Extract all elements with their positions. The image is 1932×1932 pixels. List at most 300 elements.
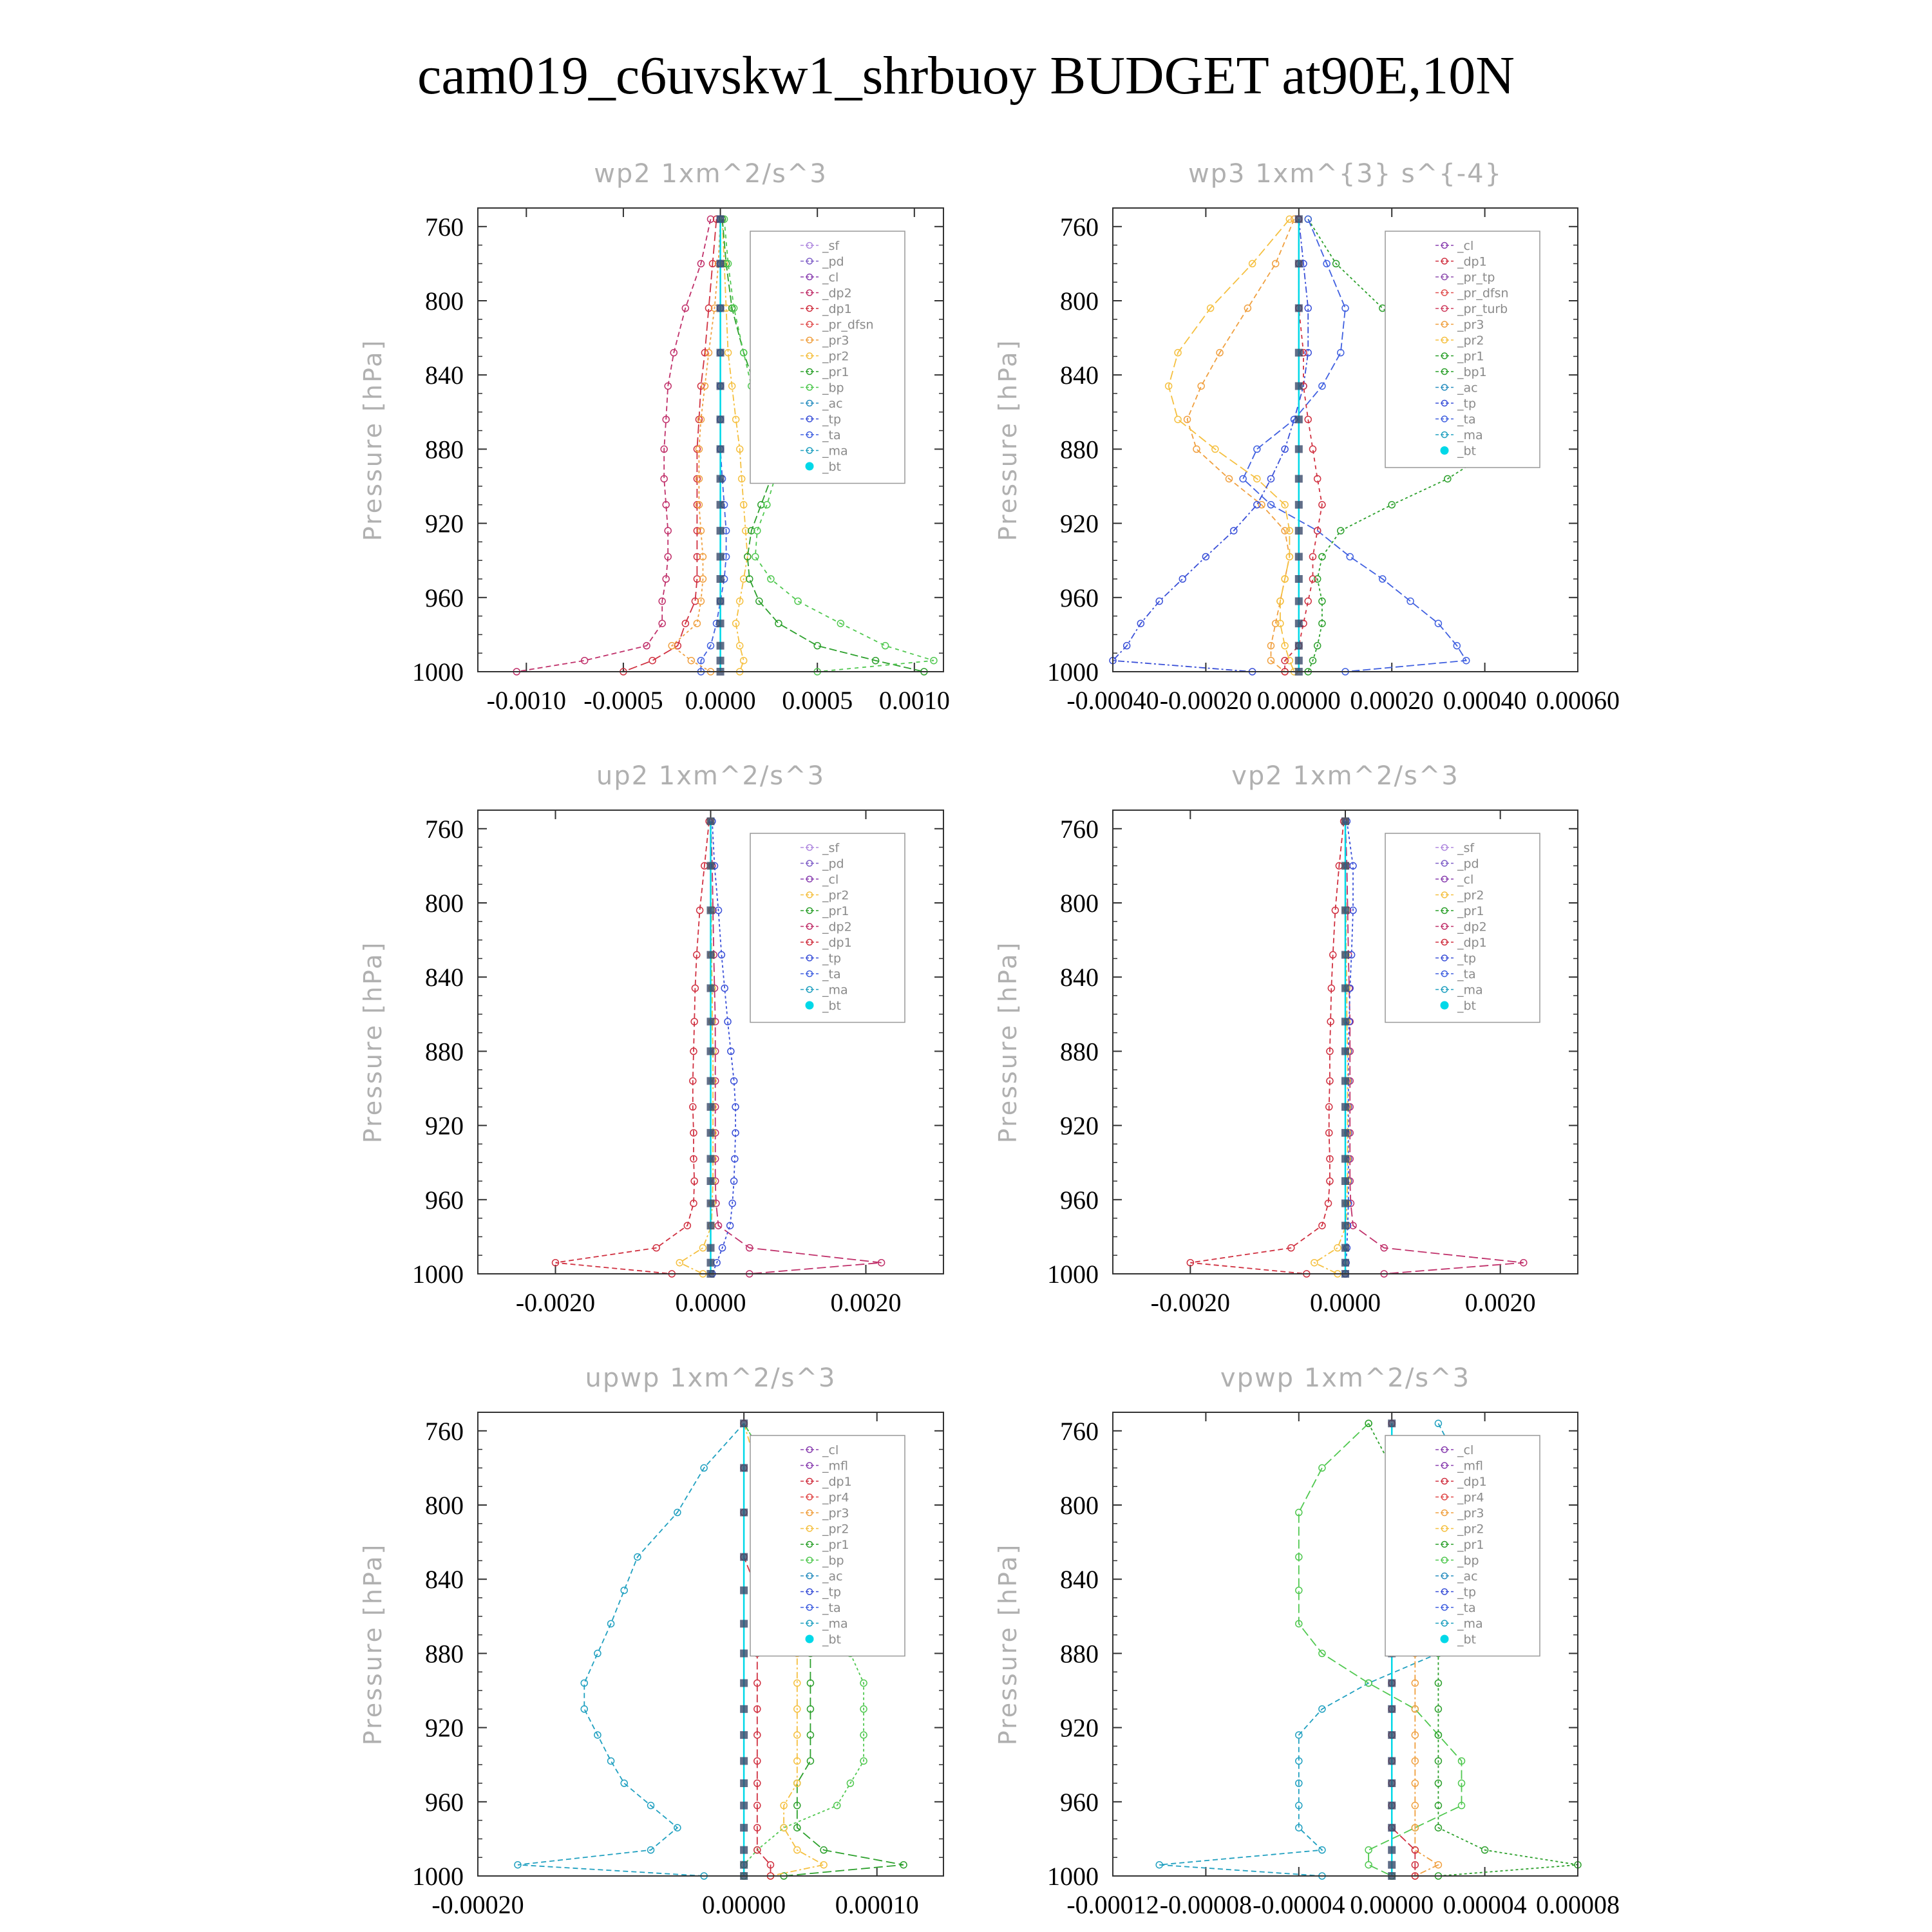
data-point [1175,416,1181,422]
panel-5 [359,1363,943,1919]
y-tick-label: 800 [1060,889,1099,918]
y-tick-label: 840 [1060,963,1099,992]
legend-label: _ma [1457,428,1483,442]
y-tick-label: 760 [1060,212,1099,242]
y-tick-label: 960 [1060,1787,1099,1817]
data-point [1341,862,1349,869]
x-tick-label: -0.0010 [486,686,566,715]
legend-label: _pr1 [1457,1538,1484,1552]
legend-label: _pr1 [822,904,849,918]
y-tick-label: 920 [1060,1713,1099,1743]
legend-label: _tp [822,951,842,966]
y-tick-label: 920 [425,1713,464,1743]
y-tick-label: 960 [1060,583,1099,612]
panel-3 [359,761,943,1317]
series-dp2 [513,216,714,675]
series-bt [717,215,724,676]
data-point [1341,817,1349,825]
legend-label: _pr2 [822,349,849,364]
data-point [699,1245,706,1251]
legend-label: _cl [822,270,839,285]
data-point [1295,305,1303,312]
y-tick-label: 840 [1060,1565,1099,1595]
data-point [1388,1419,1396,1427]
legend-label: _sf [822,841,840,855]
legend-label: _pr_tp [1457,270,1495,285]
data-point [608,1757,614,1764]
data-point [717,415,724,423]
data-point [707,1155,715,1162]
legend-label: _dp1 [822,1475,852,1489]
data-point [581,1706,587,1712]
y-tick-label: 960 [1060,1185,1099,1215]
x-tick-label: 0.00000 [1256,686,1341,715]
data-point [1179,576,1186,582]
data-point [1295,382,1303,390]
data-point [717,475,724,482]
data-point [717,445,724,453]
y-tick-label: 1000 [412,1862,464,1891]
data-point [1295,260,1303,267]
x-tick-label: 0.0000 [675,1288,746,1317]
legend-label: _pr2 [822,888,849,903]
legend-label: _bt [1457,1633,1477,1647]
data-point [1388,1824,1396,1832]
panel-title: up2 1xm^2/s^3 [596,761,826,791]
data-point [882,643,889,649]
legend-label: _ma [822,983,848,998]
legend [1385,231,1540,468]
legend-label: _ta [822,428,841,442]
data-point [1295,527,1303,535]
legend-label: _pr1 [1457,349,1484,364]
legend-label: _tp [1457,397,1477,411]
series-dp1 [1282,216,1325,675]
data-point [740,1779,748,1787]
data-point [795,598,801,605]
legend-label: _ta [822,1601,841,1615]
series-line [1285,219,1322,672]
legend [750,1435,905,1656]
legend [750,833,905,1023]
data-point [740,1419,748,1427]
legend [750,231,905,484]
data-point [740,1705,748,1713]
data-point [707,1129,715,1137]
x-tick-label: 0.0000 [1310,1288,1381,1317]
data-point [1341,1222,1349,1229]
panel-title: wp3 1xm^{3} s^{-4} [1188,159,1503,189]
data-point [740,1620,748,1627]
panel-6 [994,1363,1620,1919]
legend-label: _bt [822,999,842,1013]
data-point [1347,553,1353,560]
data-point [717,527,724,535]
legend-label: _pd [822,857,844,871]
y-tick-label: 880 [1060,1037,1099,1066]
series-line [516,219,710,672]
y-tick-label: 1000 [1047,1862,1099,1891]
data-point [707,951,715,959]
data-point [707,1018,715,1025]
data-point [1341,951,1349,959]
data-point [740,1824,748,1832]
y-tick-label: 880 [1060,1639,1099,1669]
data-point [717,657,724,665]
legend-label: _pr3 [1457,1506,1484,1520]
series-line [1190,821,1343,1274]
data-point [707,1177,715,1185]
legend-label: _ma [1457,983,1483,998]
x-tick-label: 0.00020 [1350,686,1434,715]
legend-label: _ac [1457,381,1478,395]
data-point [1365,1862,1372,1868]
data-point [1388,1757,1396,1765]
data-point [740,1586,748,1594]
data-point [1295,215,1303,223]
legend-label: _cl [1457,1443,1474,1457]
data-point [1388,1779,1396,1787]
legend-label: _bp [822,381,844,395]
data-point [740,1553,748,1561]
x-tick-label: 0.0000 [685,686,756,715]
data-point [1295,642,1303,650]
data-point [740,1464,748,1472]
legend-label: _cl [822,1443,839,1457]
data-point [1334,1245,1341,1251]
legend-label: _ac [822,1569,843,1584]
x-tick-label: 0.0010 [878,686,950,715]
data-point [1295,349,1303,357]
x-tick-label: 0.00008 [1536,1890,1620,1919]
data-point [717,260,724,267]
series-pr3 [668,216,723,675]
y-tick-label: 880 [1060,435,1099,464]
data-point [1388,1731,1396,1739]
data-point [1341,1018,1349,1025]
panel-title: vpwp 1xm^2/s^3 [1220,1363,1471,1393]
x-tick-label: -0.0020 [1150,1288,1230,1317]
y-tick-label: 760 [1060,814,1099,844]
data-point [717,305,724,312]
data-point [717,598,724,605]
x-tick-label: -0.00004 [1253,1890,1345,1919]
x-tick-label: 0.00000 [1350,1890,1434,1919]
series-line [1169,219,1294,672]
legend-label: _pd [822,254,844,269]
data-point [1341,907,1349,914]
legend-label: _bt [822,460,842,474]
data-point [1341,1077,1349,1084]
legend-label: _tp [822,1585,842,1600]
data-point [1319,1464,1325,1471]
data-point [1341,984,1349,992]
data-point [1365,1420,1372,1426]
data-point [717,349,724,357]
data-point [740,1679,748,1687]
legend-label: _dp1 [1457,1475,1487,1489]
data-point [717,575,724,583]
figure-title: cam019_c6uvskw1_shrbuoy BUDGET at90E,10N [417,46,1515,106]
x-tick-label: -0.00020 [431,1890,524,1919]
legend-label: _cl [1457,239,1474,253]
y-axis-label: Pressure [hPa] [359,1542,387,1746]
x-tick-label: -0.00020 [1159,686,1253,715]
data-point [1295,445,1303,453]
data-point [1240,475,1246,482]
y-tick-label: 960 [425,1787,464,1817]
data-point [707,1259,715,1267]
data-point [649,658,656,664]
legend-label: _cl [822,873,839,887]
data-point [1295,475,1303,482]
data-point [1341,1200,1349,1208]
panels [359,159,1620,1919]
data-point [717,501,724,509]
y-tick-label: 1000 [412,658,464,687]
data-point [1341,1155,1349,1162]
data-point [1388,1846,1396,1854]
legend-label: _bp1 [1457,365,1487,379]
data-point [752,553,759,560]
y-axis-label: Pressure [hPa] [994,940,1022,1144]
legend-label: _ma [822,444,848,459]
y-tick-label: 800 [1060,287,1099,316]
data-point [707,817,715,825]
y-tick-label: 840 [1060,361,1099,390]
series-dp1 [1187,818,1347,1277]
y-tick-label: 760 [425,814,464,844]
data-point [707,862,715,869]
legend-label: _ma [1457,1616,1483,1631]
data-point [1295,575,1303,583]
data-point [1435,620,1441,627]
data-point [717,553,724,560]
legend-label: _pr2 [822,1522,849,1537]
legend-label: _dp2 [1457,920,1487,934]
y-tick-label: 920 [425,1111,464,1141]
legend-label: _pr2 [1457,334,1484,348]
data-point [1254,446,1260,452]
legend-label: _pr_dfsn [1457,286,1509,301]
data-point [1435,1420,1441,1426]
y-tick-label: 840 [425,963,464,992]
legend-label: _tp [822,412,842,427]
panel-title: upwp 1xm^2/s^3 [585,1363,837,1393]
series-bt [707,817,715,1278]
x-tick-label: 0.00004 [1443,1890,1527,1919]
data-point [717,642,724,650]
data-point [1295,620,1303,627]
legend-label: _pr2 [1457,888,1484,903]
panel-4 [994,761,1578,1317]
legend-label: _pr1 [1457,904,1484,918]
legend-label: _cl [1457,873,1474,887]
data-point [740,1861,748,1869]
legend-label: _pr4 [822,1490,849,1505]
legend-label: _pr1 [822,365,849,379]
data-point [1388,1679,1396,1687]
data-point [707,1222,715,1229]
y-tick-label: 800 [425,889,464,918]
data-point [707,1103,715,1111]
legend-label: _pr3 [822,1506,849,1520]
series-bt [740,1419,748,1880]
legend-label: _pd [1457,857,1479,871]
legend-label: _dp2 [822,920,852,934]
y-axis-label: Pressure [hPa] [359,940,387,1144]
y-tick-label: 880 [425,1639,464,1669]
data-point [794,1732,800,1738]
series-dp1 [620,216,720,675]
legend-label: _sf [822,239,840,253]
legend-label: _tp [1457,1585,1477,1600]
data-point [1388,1705,1396,1713]
y-tick-label: 880 [425,1037,464,1066]
data-point [1365,1847,1372,1853]
panel-2 [994,159,1620,715]
data-point [707,1200,715,1208]
legend-label: _sf [1457,841,1475,855]
y-tick-label: 840 [425,361,464,390]
data-point [707,1244,715,1252]
legend-label: _pr_dfsn [822,317,874,332]
y-axis-label: Pressure [hPa] [359,338,387,542]
data-point [1341,1129,1349,1137]
data-point [740,1757,748,1765]
x-tick-label: -0.0020 [515,1288,596,1317]
legend-marker [1441,446,1449,455]
legend-label: _ta [822,967,841,981]
data-point [740,1649,748,1657]
x-tick-label: -0.00012 [1066,1890,1159,1919]
legend-label: _mfl [1457,1459,1483,1473]
data-point [1341,1103,1349,1111]
data-point [707,1047,715,1055]
data-point [1295,501,1303,509]
legend-label: _ta [1457,412,1476,427]
x-tick-label: -0.0005 [583,686,663,715]
legend-label: _ma [822,1616,848,1631]
y-tick-label: 920 [425,509,464,538]
legend [1385,833,1540,1023]
y-tick-label: 1000 [1047,1260,1099,1289]
legend-label: _bt [1457,444,1477,459]
x-tick-label: 0.00010 [835,1890,919,1919]
legend-label: _bt [822,1633,842,1647]
y-tick-label: 840 [425,1565,464,1595]
data-point [1295,657,1303,665]
legend-label: _ac [822,397,843,411]
data-point [1295,598,1303,605]
x-tick-label: 0.00000 [702,1890,786,1919]
y-tick-label: 1000 [1047,658,1099,687]
y-tick-label: 760 [1060,1416,1099,1446]
series-bt [1295,215,1303,676]
data-point [707,1077,715,1084]
panel-1 [359,159,950,715]
legend-label: _tp [1457,951,1477,966]
y-tick-label: 920 [1060,509,1099,538]
y-tick-label: 1000 [412,1260,464,1289]
data-point [1193,446,1200,452]
data-point [707,984,715,992]
y-tick-label: 960 [425,1185,464,1215]
legend-label: _bp [1457,1553,1479,1568]
data-point [1254,502,1260,508]
legend-label: _bt [1457,999,1477,1013]
data-point [1295,415,1303,423]
y-tick-label: 960 [425,583,464,612]
data-point [1341,1244,1349,1252]
panel-title: wp2 1xm^2/s^3 [594,159,828,189]
data-point [740,1846,748,1854]
legend-label: _dp1 [1457,254,1487,269]
series-dp1 [553,818,713,1277]
data-point [1198,383,1204,389]
legend-label: _mfl [822,1459,848,1473]
data-point [775,620,782,627]
series-line [723,219,748,672]
legend-marker [806,1635,814,1643]
y-tick-label: 760 [425,212,464,242]
legend [1385,1435,1540,1656]
data-point [740,1509,748,1517]
data-point [794,1680,800,1686]
legend-marker [1441,1001,1449,1010]
data-point [1273,260,1279,267]
data-point [1341,1177,1349,1185]
legend-label: _dp1 [822,936,852,950]
x-tick-label: -0.00008 [1159,1890,1253,1919]
data-point [1338,527,1344,534]
data-point [1341,1259,1349,1267]
data-point [740,1731,748,1739]
data-point [717,215,724,223]
legend-label: _bp [822,1553,844,1568]
x-tick-label: 0.0005 [782,686,853,715]
series-pr2 [1166,216,1298,675]
legend-label: _dp1 [822,302,852,316]
data-point [1388,1861,1396,1869]
y-tick-label: 800 [425,1491,464,1520]
legend-label: _pr4 [1457,1490,1484,1505]
legend-label: _ta [1457,1601,1476,1615]
data-point [1388,1802,1396,1810]
series-line [518,1423,744,1876]
legend-label: _pr2 [1457,1522,1484,1537]
y-tick-label: 760 [425,1416,464,1446]
x-tick-label: 0.00060 [1536,686,1620,715]
data-point [594,1650,601,1656]
series-ma [515,1420,747,1879]
x-tick-label: 0.0020 [1464,1288,1536,1317]
data-point [621,1780,627,1786]
y-axis-label: Pressure [hPa] [994,1542,1022,1746]
legend-label: _ac [1457,1569,1478,1584]
data-point [707,907,715,914]
data-point [807,1757,813,1764]
data-point [740,1802,748,1810]
x-tick-label: 0.00040 [1443,686,1527,715]
y-tick-label: 880 [425,435,464,464]
data-point [1341,1047,1349,1055]
y-tick-label: 800 [425,287,464,316]
legend-marker [1441,1635,1449,1643]
x-tick-label: -0.00040 [1066,686,1159,715]
series-line [556,821,710,1274]
legend-label: _pr1 [822,1538,849,1552]
